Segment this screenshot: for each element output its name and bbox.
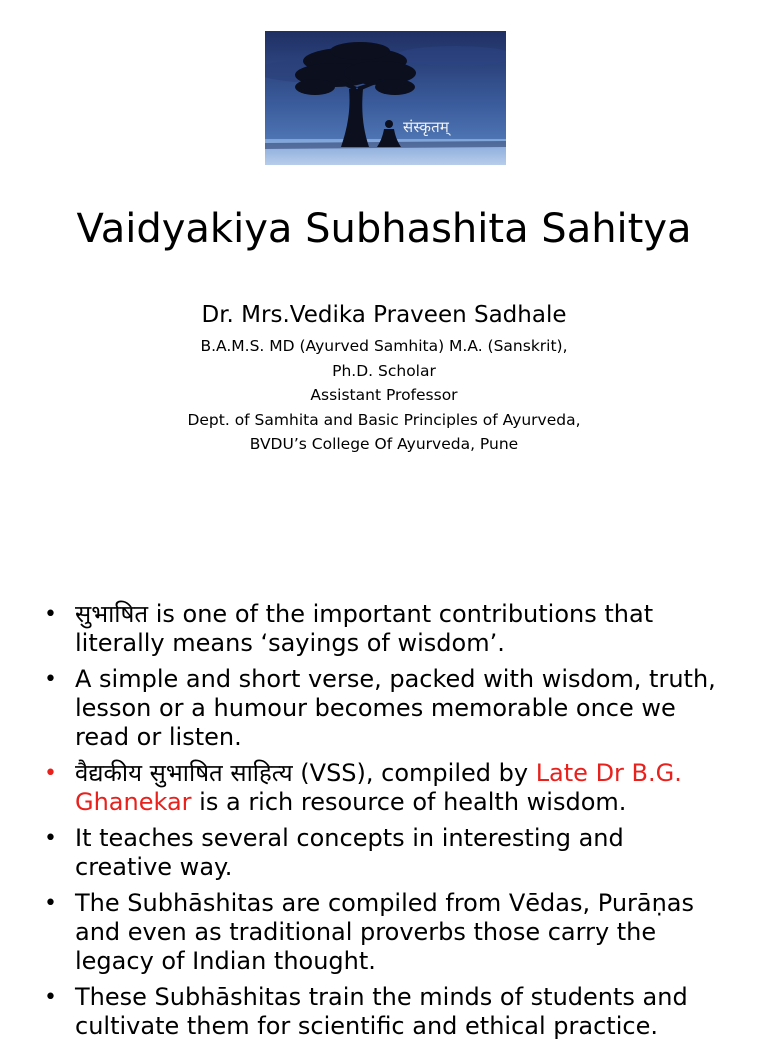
credential-line: BVDU’s College Of Ayurveda, Pune xyxy=(249,435,519,453)
author-name: Dr. Mrs.Vedika Praveen Sadhale xyxy=(201,302,567,328)
bullet-marker: • xyxy=(44,826,57,851)
banner-image xyxy=(265,31,506,165)
slide-title: Vaidyakiya Subhashita Sahitya xyxy=(76,206,692,252)
bullet-text: These Subhāshitas train the minds of students and cultivate them for scientific and ethical practice. xyxy=(75,983,688,1040)
tree-meditation-illustration xyxy=(265,31,506,165)
bullet-item xyxy=(0,983,768,1041)
bullet-text: (VSS), compiled by xyxy=(292,759,536,787)
credential-line: Ph.D. Scholar xyxy=(332,361,436,380)
bullet-marker: • xyxy=(44,891,57,916)
author-credentials xyxy=(0,334,768,457)
bullet-marker: • xyxy=(44,761,57,786)
highlighted-name: Late Dr B.G. Ghanekar xyxy=(75,759,682,816)
credential-line: B.A.M.S. MD (Ayurved Samhita) M.A. (Sanskrit), xyxy=(200,337,568,355)
bullet-item xyxy=(0,665,768,752)
credential-line: Dept. of Samhita and Basic Principles of Ayurveda, xyxy=(187,410,581,429)
devanagari-term: वैद्यकीय सुभाषित साहित्य xyxy=(75,759,293,787)
bullet-item xyxy=(0,600,768,658)
bullet-text: is one of the important contributions that literally means ‘sayings of wisdom’. xyxy=(75,600,654,657)
bullet-marker: • xyxy=(44,667,57,692)
bullet-item xyxy=(0,824,768,882)
banner-caption: संस्कृतम् xyxy=(403,118,450,136)
devanagari-term: सुभाषित xyxy=(75,600,149,628)
bullet-text: The Subhāshitas are compiled from Vēdas, Purāṇas and even as traditional proverbs those carry the legacy of Indian thought. xyxy=(75,889,695,975)
bullet-text: A simple and short verse, packed with wisdom, truth, lesson or a humour becomes memorable once we read or listen. xyxy=(75,665,716,751)
bullet-text: is a rich resource of health wisdom. xyxy=(191,788,627,816)
credential-line: Assistant Professor xyxy=(310,386,458,404)
bullet-text: It teaches several concepts in interesting and creative way. xyxy=(75,824,624,881)
bullet-marker: • xyxy=(44,985,57,1010)
bullet-item xyxy=(0,759,768,817)
bullet-marker: • xyxy=(44,602,57,627)
content-slide xyxy=(0,576,768,1040)
bullet-list xyxy=(0,600,768,1048)
bullet-item xyxy=(0,889,768,976)
